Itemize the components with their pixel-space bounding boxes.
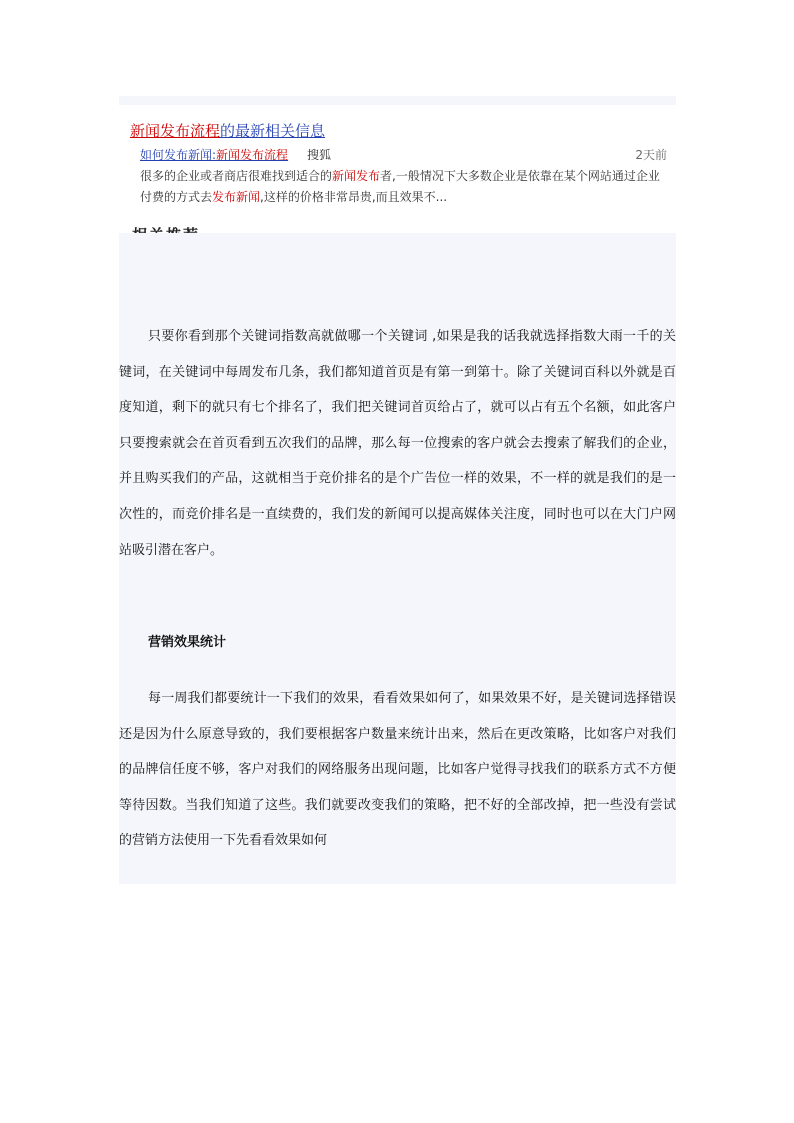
news-title-rest[interactable]: 的最新相关信息 bbox=[220, 122, 326, 140]
article-paragraph-1: 只要你看到那个关键词指数高就做哪一个关键词 ,如果是我的话我就选择指数大雨一千的关键词，在关键词中每周发布几条，我们都知道首页是有第一到第十。除了关键词百科以外就是百度知道，剩下的就只有七个排名了，我们把关键词首页给占了，就可以占有五个名额，如此客户只要搜索就会在首页看到五次我们的品牌，那么每一位搜索的客户就会去搜索了解我们的企业，并且购买我们的产品，这就相当于竞价排名的是个广告位一样的效果，不一样的就是我们的是一次性的，而竞价排名是一直续费的，我们发的新闻可以提高媒体关注度，同时也可以在大门户网站吸引潜在客户。 bbox=[119, 329, 676, 558]
result-source: 搜狐 bbox=[307, 148, 332, 162]
snippet-text-1: 很多的企业或者商店很难找到适合的 bbox=[140, 169, 333, 183]
snippet-highlight-1: 新闻发布 bbox=[332, 169, 381, 183]
news-section-title[interactable] bbox=[130, 121, 325, 141]
snippet-text-2: 者,一般情况下大多数企业是依靠在某个网站通过企业付费的方式去 bbox=[140, 169, 660, 204]
snippet-highlight-2: 发布新闻 bbox=[212, 190, 261, 204]
article-paragraph-2: 每一周我们都要统计一下我们的效果，看看效果如何了，如果效果不好，是关键词选择错误还是因为什么原意导致的，我们要根据客户数量来统计出来，然后在更改策略，比如客户对我们的品牌信任度不够，客户对我们的网络服务出现问题，比如客户觉得寻找我们的联系方式不方便等待因数。当我们知道了这些。我们就要改变我们的策略，把不好的全部改掉，把一些没有尝试的营销方法使用一下先看看效果如何 bbox=[119, 691, 676, 849]
news-result-card bbox=[119, 96, 676, 233]
result-link-highlight[interactable]: 新闻发布流程 bbox=[216, 148, 289, 162]
result-snippet bbox=[140, 166, 668, 208]
article-subheading: 营销效果统计 bbox=[148, 635, 227, 650]
snippet-text-3: ,这样的价格非常昂贵,而且效果不... bbox=[260, 190, 448, 204]
article-body bbox=[119, 233, 676, 884]
news-title-highlight[interactable]: 新闻发布流程 bbox=[130, 122, 221, 140]
news-result-link[interactable] bbox=[140, 147, 288, 163]
result-link-text[interactable]: 如何发布新闻: bbox=[140, 148, 217, 162]
result-time: 2天前 bbox=[635, 148, 667, 162]
card-top-band bbox=[119, 96, 676, 105]
